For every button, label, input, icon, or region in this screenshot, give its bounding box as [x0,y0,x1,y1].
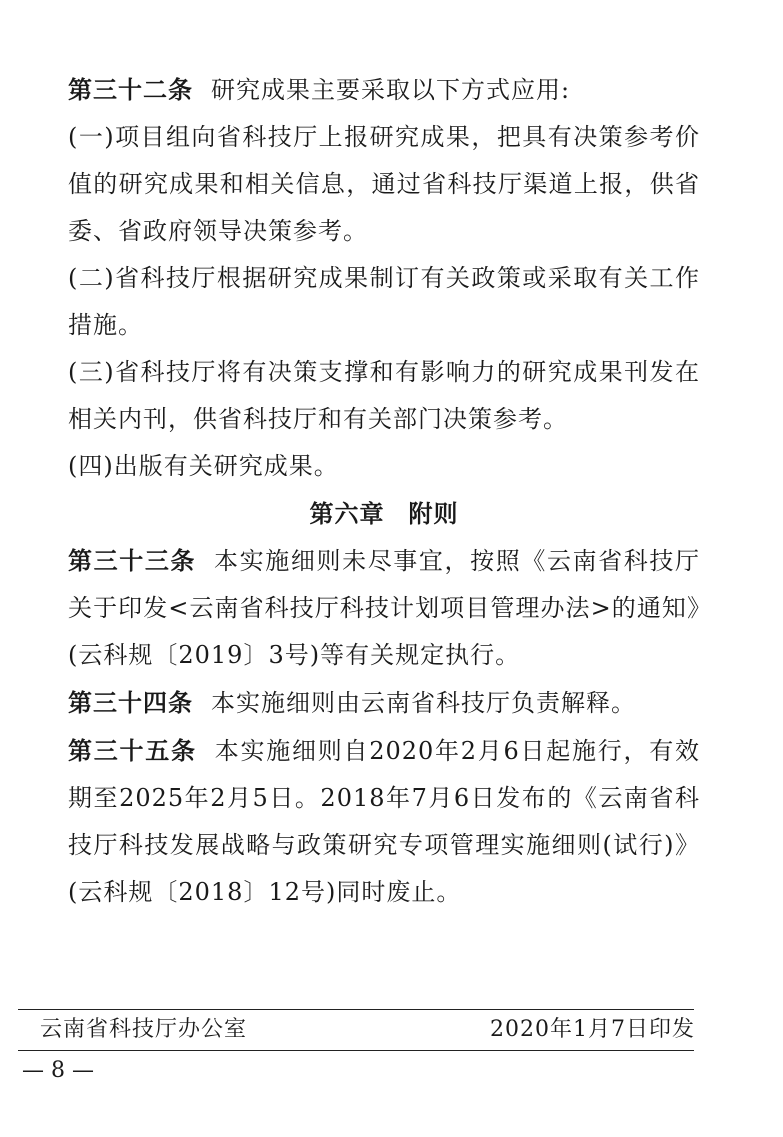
article-34-head: 第三十四条 [68,688,193,717]
article-32-item-3: (三)省科技厅将有决策支撑和有影响力的研究成果刊发在相关内刊，供省科技厅和有关部门决策参考。 [68,358,700,433]
footer-issuer: 云南省科技厅办公室 [40,1017,248,1042]
article-35-head: 第三十五条 [68,736,197,765]
footer-bottom-rule [18,1050,694,1051]
article-32-item-2: (二)省科技厅根据研究成果制订有关政策或采取有关工作措施。 [68,264,700,339]
article-33-head: 第三十三条 [68,546,197,575]
article-32-text: 研究成果主要采取以下方式应用: [211,76,571,104]
footer-top-rule [18,1009,694,1010]
page-number: — 8 — [22,1058,94,1083]
footer-print-date: 2020年1月7日印发 [490,1017,695,1042]
chapter-name: 附则 [408,499,459,528]
article-34 [68,679,700,727]
article-33 [68,537,700,679]
body-text [68,66,700,916]
chapter-number: 第六章 [309,499,385,528]
chapter-title [68,490,700,537]
article-35-text: 本实施细则自2020年2月6日起施行，有效期至2025年2月5日。2018年7月6日发布的《云南省科技厅科技发展战略与政策研究专项管理实施细则(试行)》(云科规〔2018〕12号)同时废止。 [68,737,701,906]
article-35 [68,727,700,916]
article-32 [68,66,700,114]
article-32-head: 第三十二条 [68,75,193,104]
article-33-text: 本实施细则未尽事宜，按照《云南省科技厅关于印发<云南省科技厅科技计划项目管理办法>的通知》(云科规〔2019〕3号)等有关规定执行。 [68,547,701,669]
article-32-item-1: (一)项目组向省科技厅上报研究成果，把具有决策参考价值的研究成果和相关信息，通过省科技厅渠道上报，供省委、省政府领导决策参考。 [68,123,700,245]
article-34-text: 本实施细则由云南省科技厅负责解释。 [211,689,636,717]
article-32-item-4: (四)出版有关研究成果。 [68,452,339,480]
